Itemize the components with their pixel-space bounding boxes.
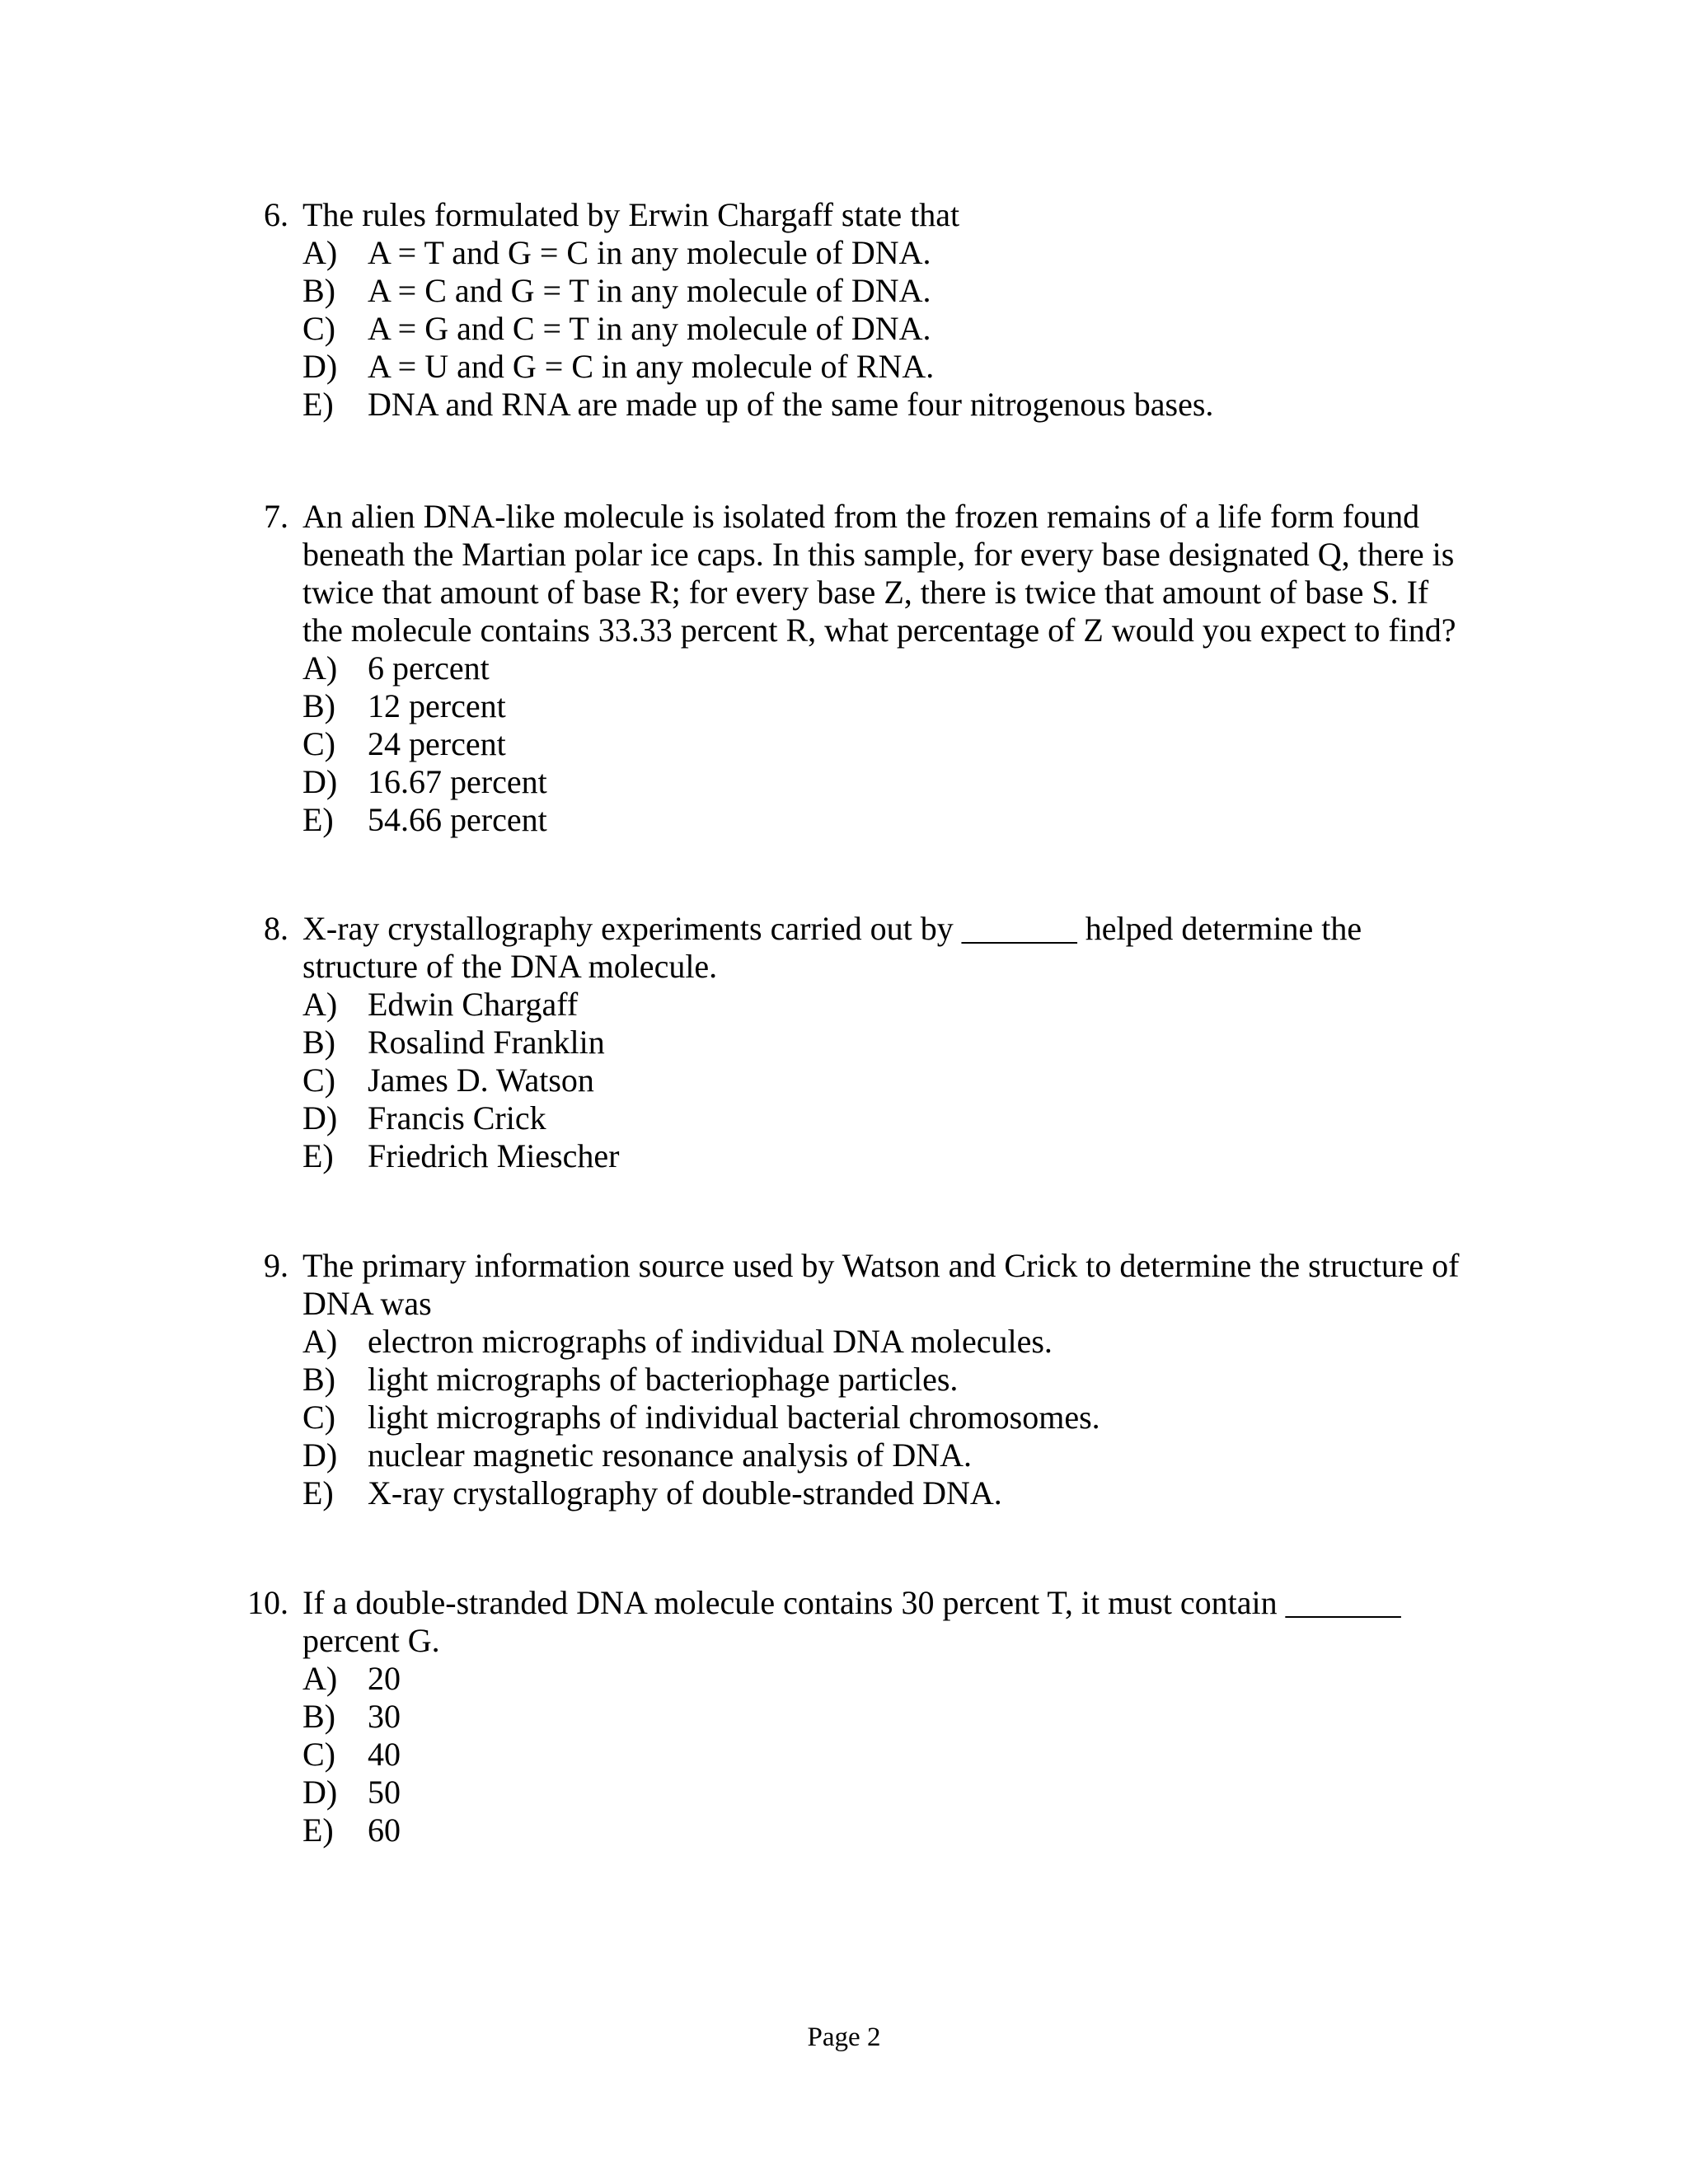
choice-letter: E) [302, 801, 334, 838]
question-stem: If a double-stranded DNA molecule contains 30 percent T, it must contain _______ percent G. [302, 1584, 1401, 1659]
choice-text: light micrographs of individual bacterial chromosomes. [368, 1399, 1100, 1436]
question-header [239, 1247, 1475, 1323]
answer-choice [302, 1099, 1475, 1137]
choice-letter: D) [302, 1774, 338, 1811]
choice-letter: E) [302, 1474, 334, 1511]
answer-choices [239, 234, 1475, 424]
answer-choice [302, 801, 1475, 839]
question-header [239, 910, 1475, 986]
answer-choice [302, 649, 1475, 687]
choice-letter: D) [302, 763, 338, 800]
choice-letter: A) [302, 234, 338, 271]
answer-choice [302, 310, 1475, 348]
question-stem: An alien DNA-like molecule is isolated from the frozen remains of a life form found beneath the Martian polar ice caps. In this sample, for every base designated Q, there is twice that amount of base R; for every base Z, there is twice that amount of base S. If the molecule contains 33.33 percent R, what percentage of Z would you expect to find? [302, 498, 1456, 649]
choice-text: DNA and RNA are made up of the same four nitrogenous bases. [368, 386, 1214, 423]
choice-text: 12 percent [368, 687, 506, 724]
question-header [239, 1584, 1475, 1660]
question-6 [239, 196, 1475, 424]
choice-text: Rosalind Franklin [368, 1024, 605, 1061]
choice-letter: D) [302, 1099, 338, 1137]
choice-letter: A) [302, 649, 338, 687]
answer-choices [239, 649, 1475, 839]
choice-letter: A) [302, 1323, 338, 1360]
choice-letter: C) [302, 1399, 335, 1436]
question-stem: X-ray crystallography experiments carried out by _______ helped determine the structure of the DNA molecule. [302, 910, 1362, 985]
answer-choice [302, 763, 1475, 801]
answer-choices [239, 1660, 1475, 1849]
question-header [239, 196, 1475, 234]
answer-choice [302, 348, 1475, 386]
choice-text: 20 [368, 1660, 401, 1697]
choice-letter: B) [302, 272, 335, 309]
question-header [239, 498, 1475, 649]
choice-text: 16.67 percent [368, 763, 547, 800]
answer-choice [302, 1774, 1475, 1811]
question-number: 10. [247, 1584, 288, 1621]
choice-letter: E) [302, 1137, 334, 1174]
choice-text: light micrographs of bacteriophage particles. [368, 1361, 959, 1398]
answer-choice [302, 272, 1475, 310]
question-10 [239, 1584, 1475, 1849]
choice-text: 6 percent [368, 649, 490, 687]
answer-choice [302, 1736, 1475, 1774]
page-number: Page 2 [807, 2022, 881, 2052]
answer-choice [302, 1062, 1475, 1099]
question-9 [239, 1247, 1475, 1512]
question-8 [239, 910, 1475, 1175]
choice-letter: B) [302, 1024, 335, 1061]
choice-text: A = U and G = C in any molecule of RNA. [368, 348, 935, 385]
answer-choice [302, 1323, 1475, 1361]
choice-text: Friedrich Miescher [368, 1137, 620, 1174]
question-7 [239, 498, 1475, 839]
question-number: 7. [264, 498, 288, 535]
choice-letter: E) [302, 1811, 334, 1849]
answer-choice [302, 1137, 1475, 1175]
answer-choices [239, 986, 1475, 1175]
answer-choice [302, 687, 1475, 725]
question-number: 9. [264, 1247, 288, 1284]
choice-letter: C) [302, 310, 335, 347]
choice-text: 40 [368, 1736, 401, 1773]
question-number: 6. [264, 196, 288, 233]
choice-text: nuclear magnetic resonance analysis of DNA. [368, 1436, 973, 1474]
answer-choice [302, 725, 1475, 763]
choice-text: A = C and G = T in any molecule of DNA. [368, 272, 931, 309]
choice-text: Francis Crick [368, 1099, 546, 1137]
choice-text: 60 [368, 1811, 401, 1849]
choice-text: X-ray crystallography of double-stranded DNA. [368, 1474, 1002, 1511]
choice-text: 50 [368, 1774, 401, 1811]
answer-choice [302, 1811, 1475, 1849]
choice-letter: C) [302, 1062, 335, 1099]
answer-choice [302, 1361, 1475, 1399]
answer-choice [302, 234, 1475, 272]
choice-letter: A) [302, 986, 338, 1023]
choice-text: 24 percent [368, 725, 506, 762]
answer-choice [302, 1474, 1475, 1512]
answer-choices [239, 1323, 1475, 1512]
choice-letter: E) [302, 386, 334, 423]
choice-text: 54.66 percent [368, 801, 547, 838]
choice-text: electron micrographs of individual DNA molecules. [368, 1323, 1053, 1360]
choice-text: 30 [368, 1698, 401, 1735]
question-number: 8. [264, 910, 288, 947]
answer-choice [302, 1024, 1475, 1062]
choice-letter: B) [302, 1361, 335, 1398]
answer-choice [302, 986, 1475, 1024]
answer-choice [302, 1436, 1475, 1474]
choice-letter: D) [302, 348, 338, 385]
choice-letter: B) [302, 687, 335, 724]
choice-text: A = T and G = C in any molecule of DNA. [368, 234, 931, 271]
choice-letter: B) [302, 1698, 335, 1735]
choice-letter: C) [302, 725, 335, 762]
answer-choice [302, 386, 1475, 424]
choice-text: Edwin Chargaff [368, 986, 579, 1023]
question-stem: The primary information source used by Watson and Crick to determine the structure of DNA was [302, 1247, 1460, 1322]
answer-choice [302, 1698, 1475, 1736]
choice-text: James D. Watson [368, 1062, 594, 1099]
choice-letter: A) [302, 1660, 338, 1697]
choice-letter: C) [302, 1736, 335, 1773]
choice-letter: D) [302, 1436, 338, 1474]
question-stem: The rules formulated by Erwin Chargaff state that [302, 196, 960, 233]
answer-choice [302, 1399, 1475, 1436]
answer-choice [302, 1660, 1475, 1698]
choice-text: A = G and C = T in any molecule of DNA. [368, 310, 931, 347]
